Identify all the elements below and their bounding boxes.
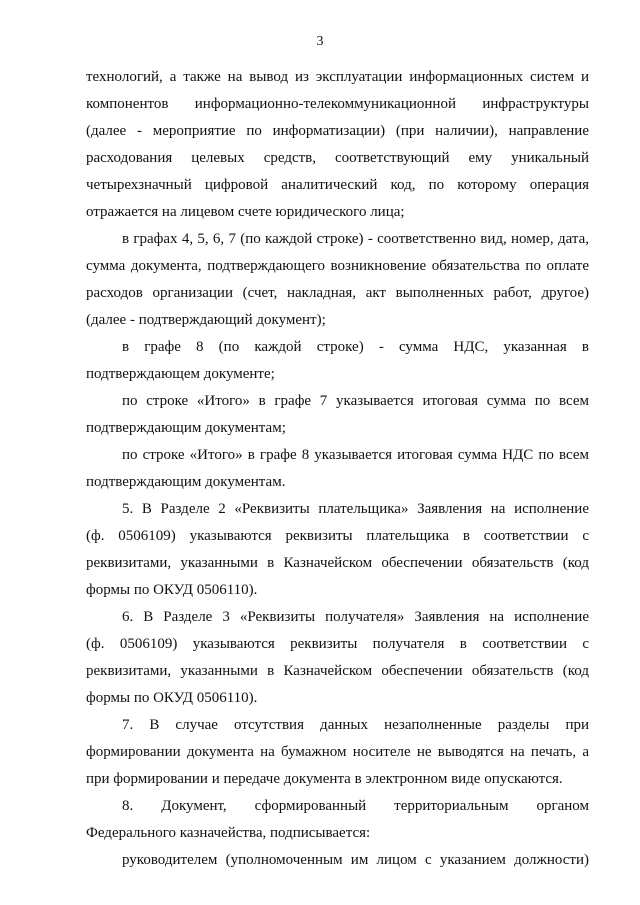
text-line: реквизитами, указанными в Казначейском обеспечении обязательств (код bbox=[86, 555, 589, 571]
text-line: подтверждающим документам; bbox=[86, 420, 286, 436]
text-line: сумма документа, подтверждающего возникновение обязательства по оплате bbox=[86, 258, 589, 274]
document-body bbox=[86, 64, 589, 874]
text-line: руководителем (уполномоченным им лицом с указанием должности) bbox=[122, 852, 589, 868]
paragraph-p7 bbox=[86, 604, 589, 712]
text-line: 7. В случае отсутствия данных незаполненные разделы при bbox=[122, 717, 589, 733]
paragraph-p1 bbox=[86, 64, 589, 226]
paragraph-p2 bbox=[86, 226, 589, 334]
paragraph-p6 bbox=[86, 496, 589, 604]
page-number: 3 bbox=[316, 34, 324, 49]
text-line: формы по ОКУД 0506110). bbox=[86, 690, 258, 706]
text-line: формы по ОКУД 0506110). bbox=[86, 582, 258, 598]
text-line: отражается на лицевом счете юридического лица; bbox=[86, 204, 405, 220]
paragraph-p10 bbox=[86, 847, 589, 874]
text-line: (далее - подтверждающий документ); bbox=[86, 312, 326, 328]
text-line: 5. В Разделе 2 «Реквизиты плательщика» Заявления на исполнение bbox=[122, 501, 589, 517]
text-line: в графе 8 (по каждой строке) - сумма НДС, указанная в bbox=[122, 339, 589, 355]
text-line: (ф. 0506109) указываются реквизиты получателя в соответствии с bbox=[86, 636, 589, 652]
text-line: расходования целевых средств, соответствующий ему уникальный bbox=[86, 150, 589, 166]
text-line: в графах 4, 5, 6, 7 (по каждой строке) - соответственно вид, номер, дата, bbox=[122, 231, 589, 247]
text-line: Федерального казначейства, подписывается: bbox=[86, 825, 371, 841]
text-line: четырехзначный цифровой аналитический код, по которому операция bbox=[86, 177, 589, 193]
text-line: подтверждающем документе; bbox=[86, 366, 275, 382]
text-line: компонентов информационно-телекоммуникационной инфраструктуры bbox=[86, 96, 589, 112]
paragraph-p5 bbox=[86, 442, 589, 496]
paragraph-p3 bbox=[86, 334, 589, 388]
text-line: расходов организации (счет, накладная, акт выполненных работ, другое) bbox=[86, 285, 589, 301]
text-line: по строке «Итого» в графе 7 указывается итоговая сумма по всем bbox=[122, 393, 589, 409]
text-line: подтверждающим документам. bbox=[86, 474, 286, 490]
text-line: технологий, а также на вывод из эксплуатации информационных систем и bbox=[86, 69, 589, 85]
text-line: (ф. 0506109) указываются реквизиты плательщика в соответствии с bbox=[86, 528, 589, 544]
text-line: 6. В Разделе 3 «Реквизиты получателя» Заявления на исполнение bbox=[122, 609, 589, 625]
text-line: при формировании и передаче документа в электронном виде опускаются. bbox=[86, 771, 563, 787]
paragraph-p8 bbox=[86, 712, 589, 793]
text-line: формировании документа на бумажном носителе не выводятся на печать, а bbox=[86, 744, 589, 760]
text-line: по строке «Итого» в графе 8 указывается итоговая сумма НДС по всем bbox=[122, 447, 589, 463]
paragraph-p9 bbox=[86, 793, 589, 847]
text-line: (далее - мероприятие по информатизации) (при наличии), направление bbox=[86, 123, 589, 139]
text-line: реквизитами, указанными в Казначейском обеспечении обязательств (код bbox=[86, 663, 589, 679]
paragraph-p4 bbox=[86, 388, 589, 442]
text-line: 8. Документ, сформированный территориальным органом bbox=[122, 798, 589, 814]
